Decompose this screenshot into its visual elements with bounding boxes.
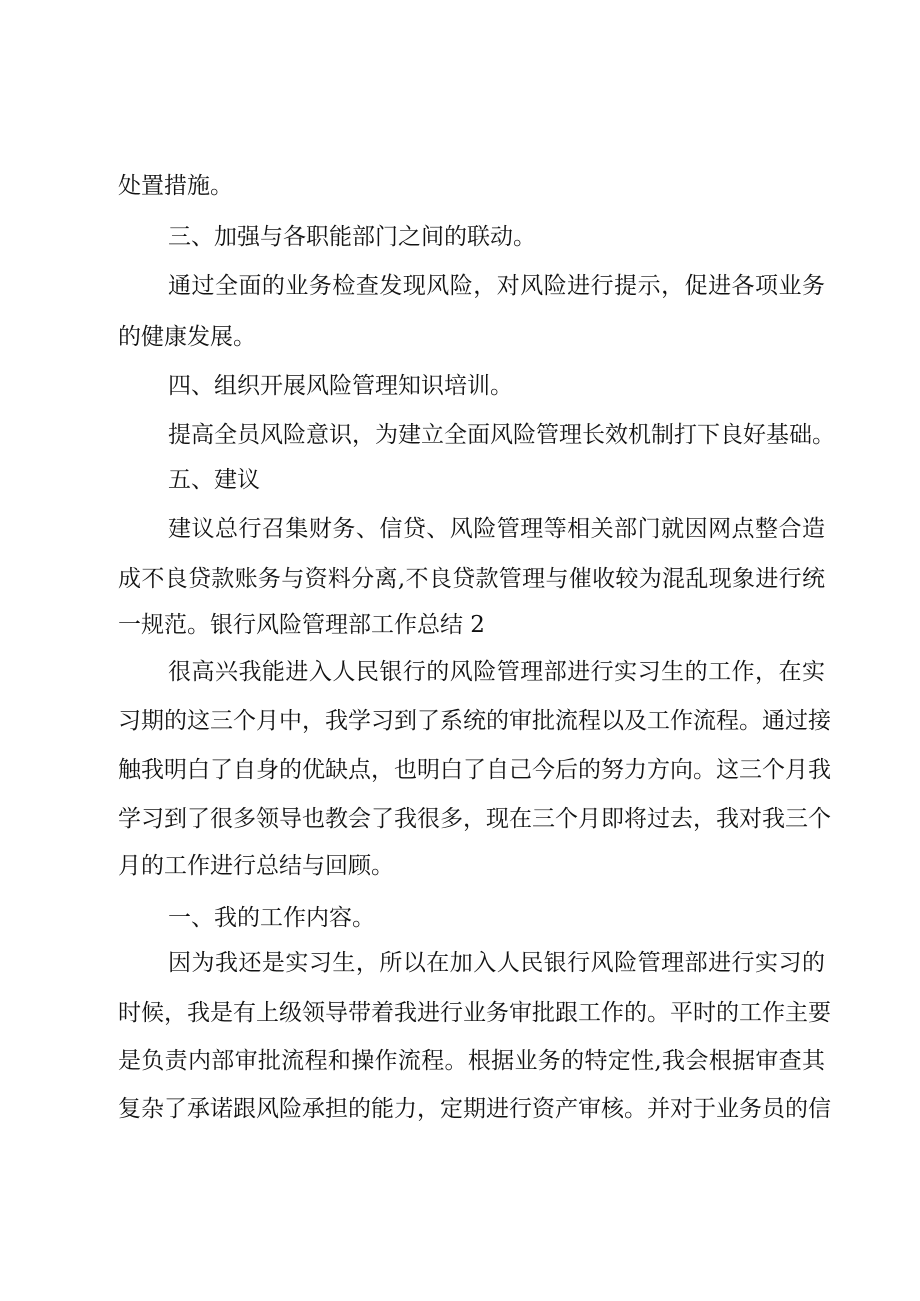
text-line: 的健康发展。 <box>118 324 256 350</box>
text-line: 因为我还是实习生，所以在加入人民银行风险管理部进行实习的 <box>168 950 825 976</box>
text-line: 时候，我是有上级领导带着我进行业务审批跟工作的。平时的工作主要 <box>118 1000 831 1026</box>
text-line: 处置措施。 <box>118 173 233 199</box>
text-line: 提高全员风险意识，为建立全面风险管理长效机制打下良好基础。 <box>168 422 835 448</box>
section-heading: 一、我的工作内容。 <box>168 905 375 931</box>
section-heading: 四、组织开展风险管理知识培训。 <box>168 373 513 399</box>
text-line: 一规范。银行风险管理部工作总结 2 <box>118 612 485 638</box>
text-line: 触我明白了自身的优缺点，也明白了自己今后的努力方向。这三个月我 <box>118 757 831 783</box>
text-line: 通过全面的业务检查发现风险，对风险进行提示，促进各项业务 <box>168 273 825 299</box>
text-line: 习期的这三个月中，我学习到了系统的审批流程以及工作流程。通过接 <box>118 708 831 734</box>
text-line: 成不良贷款账务与资料分离,不良贷款管理与催收较为混乱现象进行统 <box>118 566 825 592</box>
section-heading: 五、建议 <box>168 467 260 493</box>
text-line: 学习到了很多领导也教会了我很多，现在三个月即将过去，我对我三个 <box>118 806 831 832</box>
section-heading: 三、加强与各职能部门之间的联动。 <box>168 224 536 250</box>
text-line: 复杂了承诺跟风险承担的能力，定期进行资产审核。并对于业务员的信 <box>118 1096 831 1122</box>
text-line: 建议总行召集财务、信贷、风险管理等相关部门就因网点整合造 <box>168 516 825 542</box>
text-line: 是负责内部审批流程和操作流程。根据业务的特定性,我会根据审查其 <box>118 1048 825 1074</box>
text-line: 月的工作进行总结与回顾。 <box>118 853 394 879</box>
text-line: 很高兴我能进入人民银行的风险管理部进行实习生的工作，在实 <box>168 659 825 685</box>
